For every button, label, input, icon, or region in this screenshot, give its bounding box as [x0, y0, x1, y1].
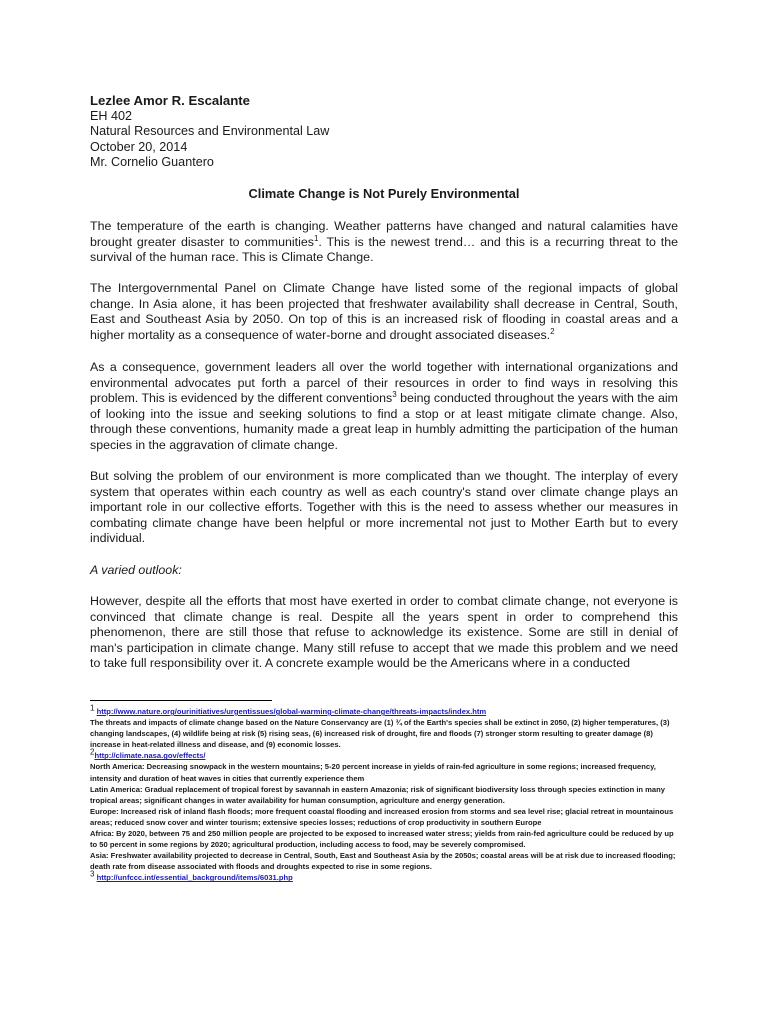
footnote-2-latin-america: Latin America: Gradual replacement of tropical forest by savannah in eastern Amazonia; risk of significant biodiversity loss through species extinction in many tropical areas; significant changes in water availability for human consumption, agriculture and energy generation.	[90, 784, 666, 805]
paragraph-text: The Intergovernmental Panel on Climate Change have listed some of the regional impacts of global change. In Asia alone, it has been projected that freshwater availability shall decrease in Central, South, East and Southeast Asia by 2050. On top of this is an increased risk of flooding in coastal areas and a higher mortality as a consequence of water-borne and drought associated diseases.	[90, 281, 678, 342]
document-title: Climate Change is Not Purely Environmental	[248, 186, 520, 201]
footnote-ref-1[interactable]: 1	[313, 233, 319, 243]
footnote-2-europe: Europe: Increased risk of inland flash floods; more frequent coastal flooding and increased erosion from storms and sea level rise; glacial retreat in mountainous areas; reduced snow cover and winter tourism; extensive species losses; reductions of crop productivity in southern Europe	[90, 806, 674, 827]
document-date: October 20, 2014	[90, 139, 188, 154]
footnote-link[interactable]: http://unfccc.int/essential_background/items/6031.php	[96, 873, 293, 883]
footnote-1	[90, 703, 680, 717]
paragraph-ipcc	[90, 281, 678, 343]
document-header	[90, 93, 329, 171]
footnote-divider	[90, 700, 272, 701]
footnote-2-asia: Asia: Freshwater availability projected to decrease in Central, South, East and Southeast Asia by the 2050s; coastal areas will be at risk due to increased flooding; death rate from disease associated with floods and droughts expected to rise in some regions.	[90, 851, 676, 872]
footnote-2	[90, 747, 680, 761]
footnote-3	[90, 869, 680, 883]
footnote-link[interactable]: http://climate.nasa.gov/effects/	[94, 751, 206, 761]
paragraph-text: The temperature of the earth is changing. Weather patterns have changed and natural calamities have brought greater disaster to communities	[90, 219, 678, 249]
footnote-ref-2[interactable]: 2	[550, 326, 555, 336]
footnote-number: 2	[90, 747, 95, 757]
footnote-number: 1	[90, 703, 95, 713]
footnote-link[interactable]: http://www.nature.org/ourinitiatives/urgentissues/global-warming-climate-change/threats-impacts/index.htm	[96, 707, 487, 716]
footnote-ref-3[interactable]: 3	[392, 390, 397, 400]
section-heading-text: A varied outlook:	[90, 563, 182, 577]
paragraph-text: However, despite all the efforts that most have exerted in order to combat climate change, not everyone is convinced that climate change is real. Despite all the years spent in order to comprehend this phenomenon, there are still those that refuse to acknowledge its existence. Some are still in denial of man's participation in climate change. Many still refuse to accept that we made this problem and we need to take full responsibility over it. A concrete example would be the Americans where in a conducted	[90, 594, 678, 671]
footnote-number: 3	[90, 869, 95, 879]
footnotes-section	[90, 703, 680, 884]
paragraph-text: . This is the newest trend… and this is a recurring threat to the survival of the human race. This is Climate Change.	[90, 234, 678, 265]
paragraph-conventions	[90, 360, 678, 454]
paragraph-text: being conducted throughout the years with the aim of looking into the issue and seeking solutions to find a stop or at least mitigate climate change. Also, through these conventions, humanity made a great leap in humbly admitting the participation of the human species in the aggravation of climate change.	[90, 391, 678, 452]
paragraph-complexity	[90, 469, 678, 547]
paragraph-skeptics	[90, 594, 678, 672]
footnote-2-africa: Africa: By 2020, between 75 and 250 million people are projected to be exposed to increased water stress; yields from rain-fed agriculture could be reduced by up to 50 percent in some regions by 2020; agricultural production, including access to food, may be severely compromised.	[90, 829, 674, 850]
footnote-1-text: The threats and impacts of climate change based on the Nature Conservancy are (1) ¾ of the Earth's species shall be extinct in 2050, (2) higher temperatures, (3) changing landscapes, (4) wildlife being at risk (5) rising seas, (6) increased risk of drought, fire and floods (7) stronger storm resulting to greater damage (8) increase in heat-related illness and disease, and (9) economic losses.	[90, 718, 670, 750]
course-name: Natural Resources and Environmental Law	[90, 124, 330, 139]
paragraph-intro	[90, 219, 678, 266]
section-heading-varied-outlook	[90, 563, 678, 579]
author-name: Lezlee Amor R. Escalante	[90, 93, 251, 108]
footnote-2-north-america: North America: Decreasing snowpack in the western mountains; 5-20 percent increase in yields of rain-fed agriculture in some regions; increased frequency, intensity and duration of heat waves in cities that currently experience them	[90, 762, 656, 783]
course-code: EH 402	[90, 108, 133, 123]
paragraph-text: As a consequence, government leaders all over the world together with international organizations and environmental advocates put forth a parcel of their resources in order to find ways in resolving this problem. This is evidenced by the different conventions	[90, 360, 678, 406]
paragraph-text: But solving the problem of our environment is more complicated than we thought. The interplay of every system that operates within each country as well as each country's stand over climate change plays an important role in our collective efforts. Together with this is the need to assess whether our measures in combating climate change have been helpful or more incremental not just to Mother Earth but to every individual.	[90, 469, 678, 546]
instructor-name: Mr. Cornelio Guantero	[90, 155, 214, 170]
